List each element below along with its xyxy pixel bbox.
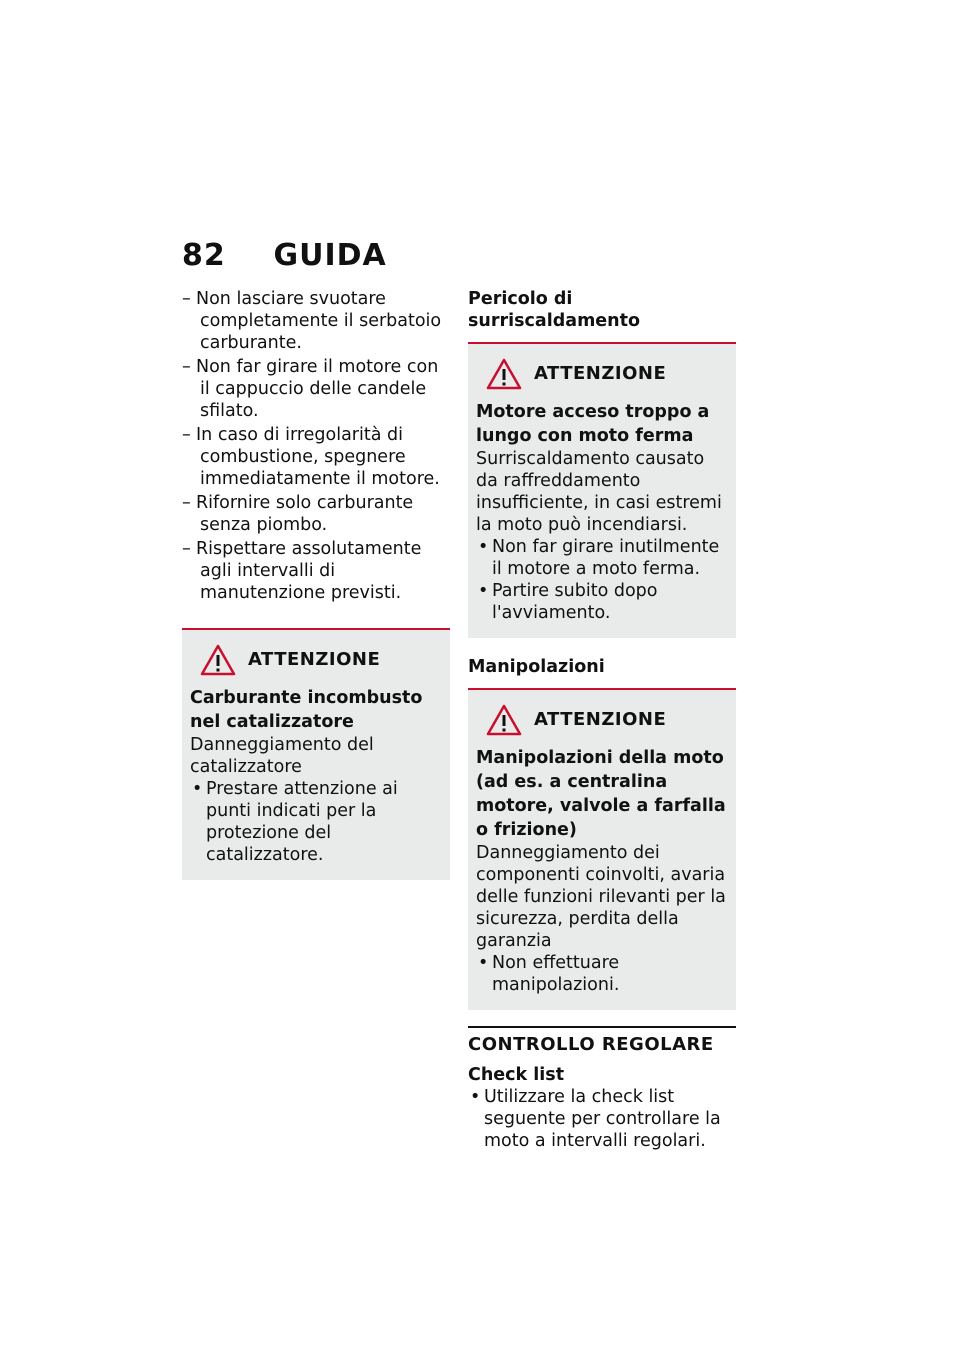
bullet-marker: • xyxy=(470,1087,481,1107)
list-item xyxy=(476,536,728,580)
list-item-text: Rifornire solo carburante senza piombo. xyxy=(196,493,414,535)
warning-title: Carburante incombusto nel catalizzatore xyxy=(190,688,423,732)
warning-text: Surriscaldamento causato da raffreddamento insufficiente, in casi estremi la moto può incendiarsi. xyxy=(476,449,722,535)
list-item-text: Non far girare il motore con il cappuccio delle candele sfilato. xyxy=(196,357,439,421)
list-item xyxy=(476,952,728,996)
list-item-text: Utilizzare la check list seguente per controllare la moto a intervalli regolari. xyxy=(484,1087,721,1151)
dash-marker: – xyxy=(182,289,191,309)
left-column xyxy=(182,288,450,880)
list-item-text: Non far girare inutilmente il motore a moto ferma. xyxy=(492,537,720,579)
subsection-heading: Check list xyxy=(468,1065,565,1085)
list-item xyxy=(182,288,450,354)
list-item xyxy=(476,580,728,624)
bullet-marker: • xyxy=(478,537,489,557)
bullet-marker: • xyxy=(478,581,489,601)
section-heading: Manipolazioni xyxy=(468,657,605,677)
list-item xyxy=(190,778,442,866)
list-item-text: Partire subito dopo l'avviamento. xyxy=(492,581,658,623)
list-item xyxy=(182,424,450,490)
warning-title: Manipolazioni della moto (ad es. a centralina motore, valvole a farfalla o frizione) xyxy=(476,748,726,840)
warning-header xyxy=(476,358,728,390)
warning-label: ATTENZIONE xyxy=(248,649,381,670)
dash-list xyxy=(182,288,450,604)
right-column xyxy=(468,288,736,1152)
page-header xyxy=(182,238,387,273)
dash-marker: – xyxy=(182,539,191,559)
warning-icon xyxy=(486,358,522,390)
list-item xyxy=(182,492,450,536)
dash-marker: – xyxy=(182,357,191,377)
bullet-marker: • xyxy=(192,779,203,799)
dash-marker: – xyxy=(182,425,191,445)
section-title: GUIDA xyxy=(273,238,387,273)
warning-box xyxy=(182,628,450,880)
page-number: 82 xyxy=(182,238,226,273)
warning-label: ATTENZIONE xyxy=(534,363,667,384)
list-item xyxy=(182,356,450,422)
list-item-text: Prestare attenzione ai punti indicati per la protezione del catalizzatore. xyxy=(206,779,398,865)
warning-header xyxy=(190,644,442,676)
bullet-marker: • xyxy=(478,953,489,973)
list-item-text: Non effettuare manipolazioni. xyxy=(492,953,620,995)
warning-text: Danneggiamento del catalizzatore xyxy=(190,735,374,777)
chapter-heading: CONTROLLO REGOLARE xyxy=(468,1026,736,1056)
section-heading: Pericolo di surriscaldamento xyxy=(468,289,641,331)
list-item-text: In caso di irregolarità di combustione, spegnere immediatamente il motore. xyxy=(196,425,440,489)
warning-box xyxy=(468,688,736,1010)
warning-icon xyxy=(200,644,236,676)
warning-title: Motore acceso troppo a lungo con moto ferma xyxy=(476,402,710,446)
list-item xyxy=(468,1086,736,1152)
list-item-text: Non lasciare svuotare completamente il serbatoio carburante. xyxy=(196,289,442,353)
warning-icon xyxy=(486,704,522,736)
warning-text: Danneggiamento dei componenti coinvolti, avaria delle funzioni rilevanti per la sicurezza, perdita della garanzia xyxy=(476,843,726,951)
warning-box xyxy=(468,342,736,638)
list-item xyxy=(182,538,450,604)
warning-label: ATTENZIONE xyxy=(534,709,667,730)
dash-marker: – xyxy=(182,493,191,513)
list-item-text: Rispettare assolutamente agli intervalli di manutenzione previsti. xyxy=(196,539,422,603)
warning-header xyxy=(476,704,728,736)
